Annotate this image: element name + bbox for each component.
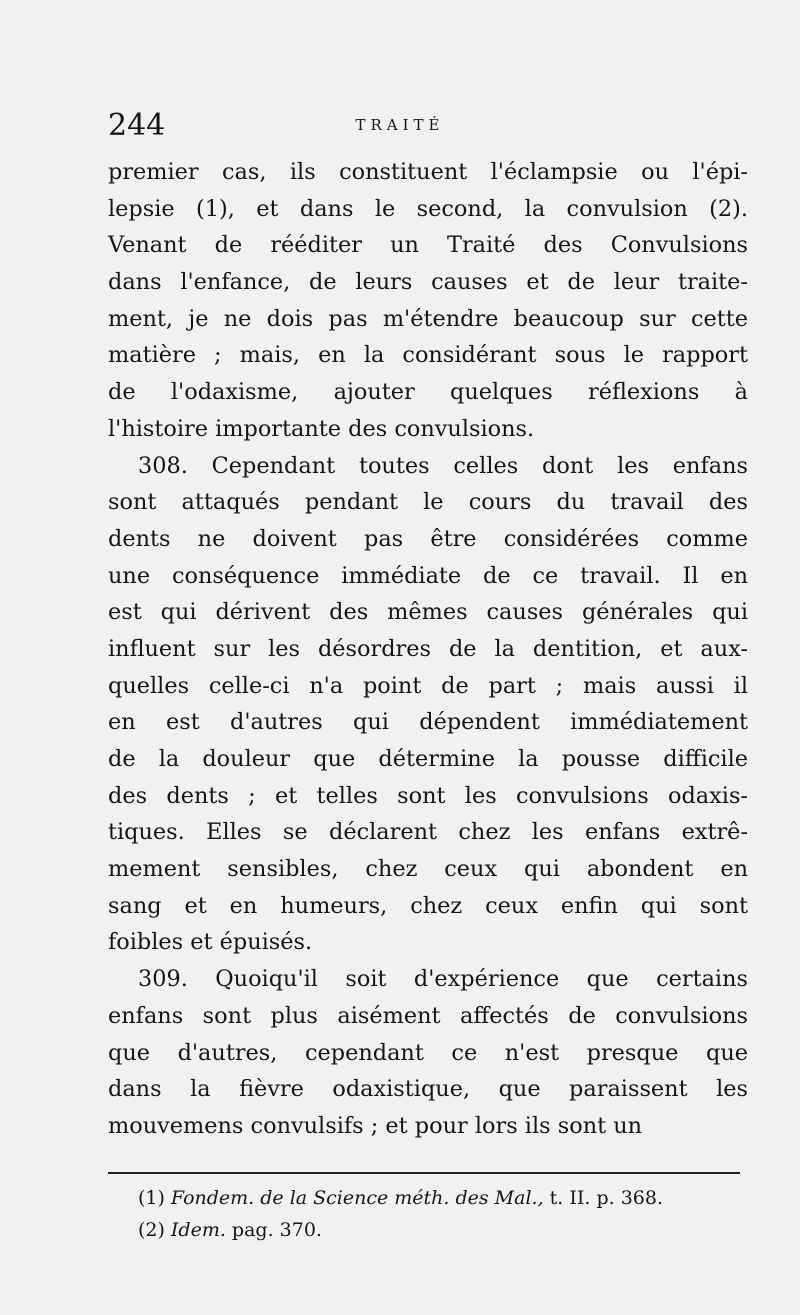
text-line: mement sensibles, chez ceux qui abondent en bbox=[108, 856, 748, 883]
text-line: sang et en humeurs, chez ceux enfin qui sont bbox=[108, 892, 748, 919]
footnote-text: Fondem. de la Science méth. des Mal., bbox=[170, 1187, 544, 1209]
text-line: dans la fièvre odaxistique, que paraissent les bbox=[108, 1076, 748, 1103]
text-line: enfans sont plus aisément affectés de convulsions bbox=[108, 1002, 748, 1029]
body-text bbox=[108, 154, 748, 1145]
text-line: de la douleur que détermine la pousse difficile bbox=[108, 746, 748, 772]
page-number: 244 bbox=[108, 108, 166, 143]
footnote-marker: (2) bbox=[138, 1219, 165, 1241]
text-line: premier cas, ils constituent l'éclampsie ou l'épi- bbox=[108, 159, 748, 185]
footnote-reference: t. II. p. 368. bbox=[543, 1187, 664, 1209]
text-line: dans l'enfance, de leurs causes et de leur traite- bbox=[108, 269, 748, 296]
text-line: influent sur les désordres de la dentition, et aux- bbox=[108, 635, 748, 662]
text-line: une conséquence immédiate de ce travail. Il en bbox=[108, 562, 748, 589]
text-line: l'histoire importante des convulsions. bbox=[108, 415, 535, 442]
page-header bbox=[0, 108, 800, 148]
text-line: matière ; mais, en la considérant sous le rapport bbox=[108, 342, 748, 369]
text-line: dents ne doivent pas être considérées comme bbox=[108, 525, 748, 552]
footnote-rule bbox=[108, 1172, 740, 1174]
text-line: foibles et épuisés. bbox=[108, 929, 313, 956]
text-line: sont attaqués pendant le cours du travail des bbox=[108, 489, 748, 516]
text-line: tiques. Elles se déclarent chez les enfans extrê- bbox=[108, 819, 748, 846]
footnote-marker: (1) bbox=[138, 1187, 165, 1209]
text-line: que d'autres, cependant ce n'est presque que bbox=[108, 1039, 748, 1066]
footnotes bbox=[138, 1182, 748, 1246]
text-line: 309. Quoiqu'il soit d'expérience que certains bbox=[138, 966, 748, 993]
text-line: ment, je ne dois pas m'étendre beaucoup sur cette bbox=[108, 305, 748, 332]
footnote bbox=[138, 1214, 748, 1246]
footnote-text: Idem. bbox=[170, 1219, 226, 1241]
running-title: TRAITÉ bbox=[355, 116, 445, 134]
text-line: lepsie (1), et dans le second, la convulsion (2). bbox=[108, 195, 748, 222]
text-line: mouvemens convulsifs ; et pour lors ils sont un bbox=[108, 1112, 643, 1139]
text-line: de l'odaxisme, ajouter quelques réflexions à bbox=[108, 379, 748, 406]
footnote-reference: pag. 370. bbox=[225, 1219, 322, 1241]
footnote bbox=[138, 1182, 748, 1214]
text-line: quelles celle-ci n'a point de part ; mais aussi il bbox=[108, 672, 748, 699]
text-line: des dents ; et telles sont les convulsions odaxis- bbox=[108, 782, 748, 809]
text-line: est qui dérivent des mêmes causes générales qui bbox=[108, 599, 748, 626]
text-line: en est d'autres qui dépendent immédiatement bbox=[108, 709, 748, 736]
text-line: 308. Cependant toutes celles dont les enfans bbox=[138, 452, 748, 479]
text-line: Venant de rééditer un Traité des Convulsions bbox=[108, 232, 748, 259]
